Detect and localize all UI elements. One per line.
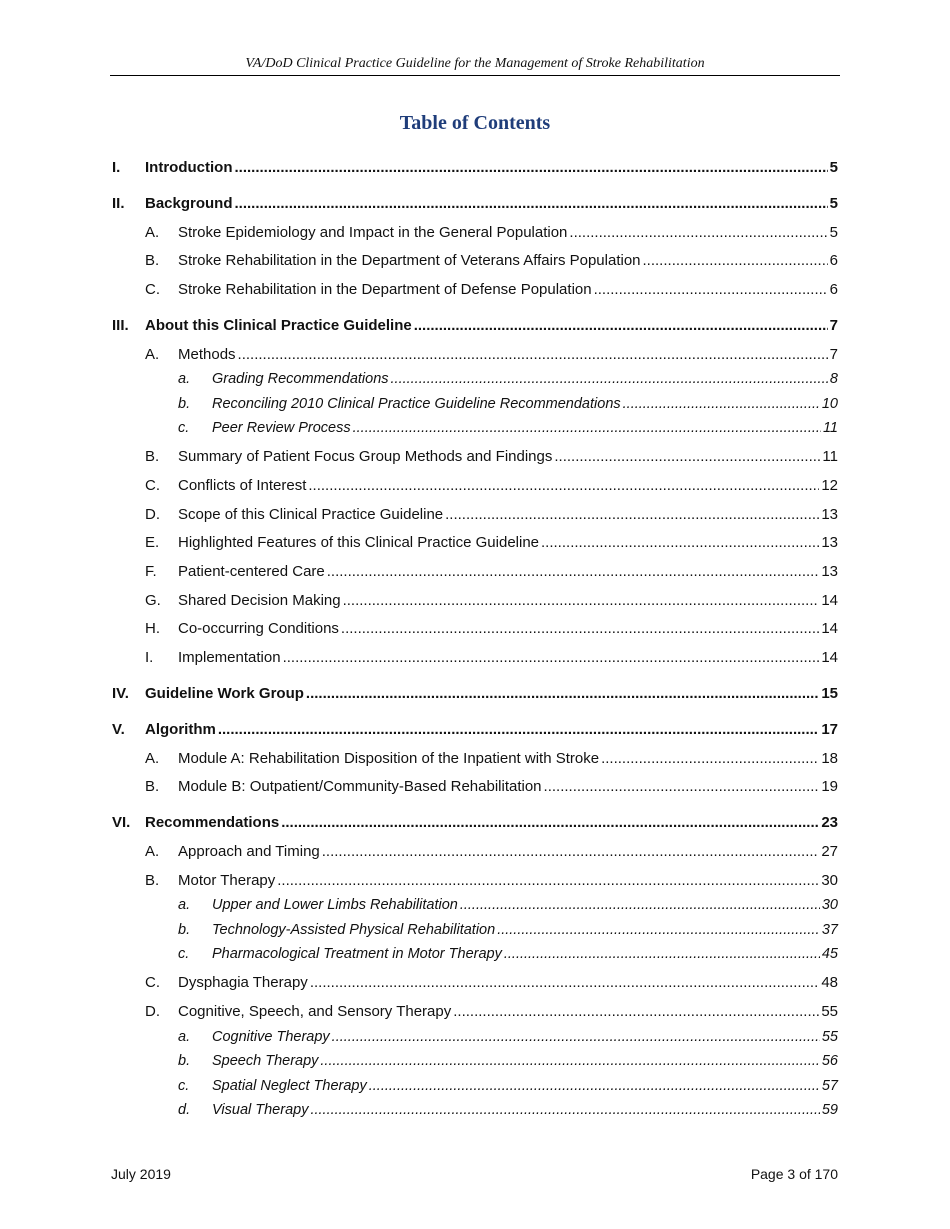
toc-entry-page[interactable]: 13 [821,563,838,580]
toc-entry-label[interactable]: Spatial Neglect Therapy [212,1077,367,1094]
toc-entry-number: c. [178,420,190,437]
toc-entry[interactable] [112,1076,838,1096]
dot-leader [569,223,827,243]
toc-entry-label[interactable]: Pharmacological Treatment in Motor Therapy [212,946,502,963]
toc-entry-number: D. [145,505,160,523]
toc-entry-page[interactable]: 30 [821,897,838,914]
toc-entry-number: A. [145,749,160,767]
toc-entry-number: IV. [112,685,129,703]
toc-entry[interactable] [112,973,838,993]
toc-entry[interactable] [112,684,838,704]
toc-entry[interactable] [112,813,838,833]
dot-leader [235,194,828,214]
dot-leader [453,1002,819,1022]
running-header: VA/DoD Clinical Practice Guideline for the Management of Stroke Rehabilitation [245,56,705,71]
toc-entry-number: d. [178,1102,191,1118]
toc-entry-page[interactable]: 6 [829,281,838,299]
toc-entry-label[interactable]: Upper and Lower Limbs Rehabilitation [212,897,458,914]
toc-entry-label[interactable]: Grading Recommendations [212,371,389,388]
toc-entry-page[interactable]: 48 [821,974,838,992]
toc-entry-label[interactable]: Implementation [178,649,281,667]
dot-leader [343,591,820,611]
toc-entry-label[interactable]: Stroke Rehabilitation in the Department of Defense Population [178,281,592,299]
dot-leader [460,895,820,915]
toc-entry-label[interactable]: Summary of Patient Focus Group Methods and Findings [178,448,553,466]
toc-entry-label[interactable]: Stroke Rehabilitation in the Department of Veterans Affairs Population [178,252,641,270]
toc-entry[interactable] [112,648,838,668]
dot-leader [277,871,819,891]
toc-entry-page[interactable]: 45 [821,946,838,963]
toc-entry-number: b. [178,395,191,412]
toc-entry-number: H. [145,620,160,638]
toc-entry-label[interactable]: Peer Review Process [212,420,351,437]
toc-entry[interactable] [112,280,838,300]
toc-entry[interactable] [112,394,838,414]
toc-entry-number: III. [112,317,129,335]
dot-leader [445,505,819,525]
toc-entry-number: c. [178,946,190,963]
toc-entry-number: b. [178,921,191,938]
toc-entry-page[interactable]: 37 [821,921,838,938]
toc-entry[interactable] [112,194,838,214]
toc-entry-label[interactable]: Cognitive, Speech, and Sensory Therapy [178,1003,452,1020]
dot-leader [310,1100,819,1120]
dot-leader [369,1076,820,1096]
toc-entry-page[interactable]: 10 [821,395,838,412]
toc-entry[interactable] [112,1002,838,1022]
dot-leader [332,1027,820,1047]
toc-entry-number: G. [145,591,161,609]
dot-leader [218,720,819,740]
toc-entry-page[interactable]: 7 [829,317,838,335]
toc-entry-number: A. [145,843,160,861]
toc-entry-number: C. [145,974,160,992]
toc-entry-label[interactable]: Visual Therapy [212,1102,309,1118]
header-rule [110,75,840,76]
page-title: Table of Contents [399,112,551,134]
toc-entry-page[interactable]: 14 [821,649,838,667]
toc-entry-number: F. [145,563,157,580]
toc-entry[interactable] [112,591,838,611]
toc-entry-page[interactable]: 5 [829,223,838,241]
toc-entry[interactable] [112,720,838,740]
toc-entry[interactable] [112,777,838,797]
toc-entry-page[interactable]: 7 [829,345,838,363]
toc-entry[interactable] [112,345,838,365]
table-of-contents [112,158,838,1120]
footer-page-number: Page 3 of 170 [750,1166,838,1182]
toc-entry-number: C. [145,281,160,299]
toc-entry-page[interactable]: 56 [821,1053,838,1069]
dot-leader [601,749,819,769]
toc-entry[interactable] [112,533,838,553]
toc-entry[interactable] [112,476,838,496]
toc-entry[interactable] [112,1051,838,1071]
toc-entry[interactable] [112,1027,838,1047]
toc-entry-label[interactable]: Technology-Assisted Physical Rehabilitation [212,921,496,938]
toc-entry-number: a. [178,1028,191,1045]
toc-entry-page[interactable]: 13 [821,505,838,523]
dot-leader [308,476,819,496]
toc-entry-number: B. [145,448,160,466]
toc-entry-number: I. [145,649,154,667]
dot-leader [504,944,820,964]
toc-entry-label[interactable]: Co-occurring Conditions [178,620,339,638]
toc-entry-page[interactable]: 14 [821,591,838,609]
toc-entry-page[interactable]: 11 [822,420,838,437]
toc-entry[interactable] [112,842,838,862]
toc-entry[interactable] [112,944,838,964]
toc-entry-page[interactable]: 27 [821,843,838,861]
dot-leader [283,648,820,668]
toc-entry[interactable] [112,871,838,891]
toc-entry-number: I. [112,159,121,176]
toc-entry-number: D. [145,1003,160,1020]
dot-leader [341,619,819,639]
toc-entry-page[interactable]: 57 [821,1077,838,1094]
dot-leader [594,280,828,300]
dot-leader [238,345,828,365]
toc-entry[interactable] [112,920,838,940]
toc-entry-label[interactable]: Speech Therapy [212,1053,319,1069]
toc-entry[interactable] [112,223,838,243]
toc-entry-number: B. [145,252,160,270]
toc-entry-page[interactable]: 6 [829,252,838,270]
toc-entry-label[interactable]: Algorithm [145,721,216,739]
dot-leader [234,158,827,178]
dot-leader [281,813,819,833]
toc-entry-label[interactable]: Scope of this Clinical Practice Guideline [178,505,444,523]
toc-entry-label[interactable]: About this Clinical Practice Guideline [145,317,412,335]
dot-leader [320,1051,819,1071]
toc-entry-number: II. [112,195,125,212]
toc-entry-page[interactable]: 13 [821,534,838,552]
toc-entry-page[interactable]: 12 [821,476,838,494]
toc-entry[interactable] [112,418,838,438]
dot-leader [497,920,820,940]
toc-entry-page[interactable]: 5 [829,195,838,212]
toc-entry-label[interactable]: Stroke Epidemiology and Impact in the General Population [178,223,568,241]
toc-entry-number: B. [145,778,160,796]
toc-entry-number: VI. [112,814,131,832]
toc-entry-label[interactable]: Module B: Outpatient/Community-Based Rehabilitation [178,778,542,796]
toc-entry-label[interactable]: Motor Therapy [178,871,276,889]
toc-entry-label[interactable]: Approach and Timing [178,843,320,861]
dot-leader [541,533,819,553]
toc-entry-number: a. [178,897,191,914]
toc-entry-label[interactable]: Guideline Work Group [145,685,304,703]
toc-entry-page[interactable]: 30 [821,871,838,889]
dot-leader [623,394,820,414]
toc-entry[interactable] [112,1100,838,1120]
toc-entry-label[interactable]: Reconciling 2010 Clinical Practice Guideline Recommendations [212,395,621,412]
toc-entry-page[interactable]: 11 [822,448,838,466]
toc-entry-label[interactable]: Cognitive Therapy [212,1028,330,1045]
toc-entry-page[interactable]: 14 [821,620,838,638]
dot-leader [306,684,819,704]
toc-entry-label[interactable]: Methods [178,345,236,363]
toc-entry-label[interactable]: Shared Decision Making [178,591,341,609]
dot-leader [327,562,820,582]
toc-entry-label[interactable]: Background [145,195,233,212]
toc-entry-page[interactable]: 55 [821,1003,838,1020]
toc-entry-page[interactable]: 17 [821,721,838,739]
toc-entry[interactable] [112,562,838,582]
dot-leader [544,777,820,797]
toc-entry-number: b. [178,1053,191,1069]
toc-entry-page[interactable]: 18 [821,749,838,767]
toc-entry-number: A. [145,223,160,241]
dot-leader [554,447,820,467]
toc-entry[interactable] [112,895,838,915]
toc-entry-number: c. [178,1077,190,1094]
dot-leader [643,251,828,271]
toc-entry[interactable] [112,619,838,639]
dot-leader [391,369,828,389]
toc-entry-page[interactable]: 5 [829,159,838,176]
footer-date: July 2019 [111,1166,171,1182]
toc-entry[interactable] [112,369,838,389]
dot-leader [414,316,828,336]
toc-entry-label[interactable]: Conflicts of Interest [178,476,307,494]
toc-entry-page[interactable]: 15 [821,685,838,703]
toc-entry-page[interactable]: 59 [821,1102,838,1118]
toc-entry-number: B. [145,871,160,889]
toc-entry-label[interactable]: Dysphagia Therapy [178,974,308,992]
toc-entry-number: C. [145,476,160,494]
dot-leader [310,973,820,993]
toc-entry-label[interactable]: Patient-centered Care [178,563,325,580]
toc-entry[interactable] [112,505,838,525]
toc-entry[interactable] [112,316,838,336]
toc-entry-number: a. [178,371,191,388]
toc-entry-number: A. [145,345,160,363]
toc-entry[interactable] [112,158,838,178]
toc-entry-number: E. [145,534,160,552]
toc-entry-label[interactable]: Module A: Rehabilitation Disposition of the Inpatient with Stroke [178,749,600,767]
toc-entry-page[interactable]: 23 [821,814,838,832]
toc-entry[interactable] [112,251,838,271]
toc-entry-label[interactable]: Recommendations [145,814,280,832]
toc-entry-label[interactable]: Highlighted Features of this Clinical Practice Guideline [178,534,540,552]
toc-entry-label[interactable]: Introduction [145,159,233,176]
dot-leader [353,418,821,438]
toc-entry-page[interactable]: 8 [829,371,838,388]
dot-leader [322,842,820,862]
toc-entry-page[interactable]: 55 [821,1028,838,1045]
toc-entry[interactable] [112,749,838,769]
toc-entry-page[interactable]: 19 [821,778,838,796]
toc-entry-number: V. [112,721,125,739]
toc-entry[interactable] [112,447,838,467]
